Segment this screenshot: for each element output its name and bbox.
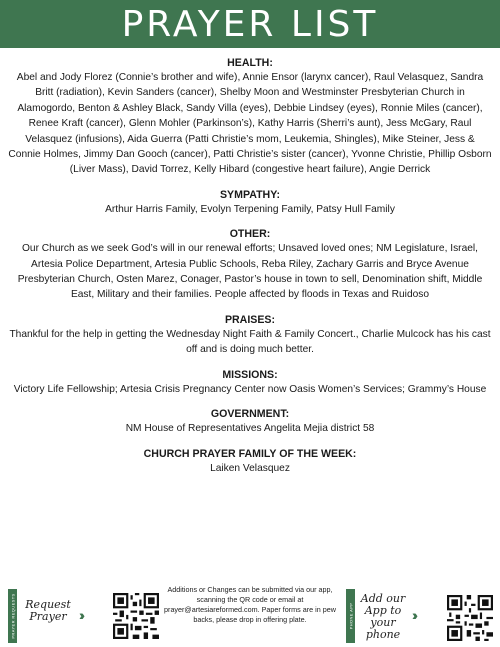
app-download-qr-code[interactable] [447,595,493,641]
phone-app-strip [346,589,355,643]
section-heading-missions: MISSIONS: [222,368,278,381]
prayer-requests-strip-label: PRAYER REQUESTS [10,593,15,639]
section-health [8,56,492,178]
page-title: PRAYER LIST [121,3,379,45]
section-heading-health: HEALTH: [227,57,273,69]
section-other [8,227,492,303]
prayer-requests-strip [8,589,17,643]
section-heading-sympathy: SYMPATHY: [219,188,281,201]
section-government [8,407,492,436]
section-sympathy [8,188,492,217]
section-body-other: Our Church as we seek God’s will in our renewal efforts; Unsaved loved ones; NM Legislature, Israel, Artesia Police Department, Artesia Public Schools, Reba Riley, Zachary Garris and Bryce Avenue Presbyterian Church, Osten Marez, Conager, Pastor’s house in town to sell, Denomination shift, Middle East, Military and their families. People affected by floods in Texas and Ruidoso [17,243,483,301]
request-prayer-script: Request Prayer [25,598,71,623]
section-heading-praises: PRAISES: [224,313,276,326]
section-body-praises: Thankful for the help in getting the Wednesday Night Faith & Family Concert., Charlie Mulcock has his cast off and is doing much better. [9,328,491,356]
section-body-health: Abel and Jody Florez (Connie’s brother and wife), Annie Ensor (larynx cancer), Raul Velasquez, Sandra Britt (radiation), Kevin Sanders (cancer), Shelby Moon and Westminster Presbyterian Church in Alamogordo, Benton & Ashley Black, Sandy Villa (eyes), Debbie Lindsey (eyes), Ronnie Miles (cancer), Renee Kraft (cancer), Glenn Mohler (Parkinson’s), Kathy Harris (Sherri’s aunt), Jess McGary, Raul Velasquez (infusions), Aida Guerra (Patti Christie’s mom, Leukemia, Shingles), Mike Steiner, Jess & Connie Holmes, Jimmy Dan Gooch (cancer), Patti Christie’s sister (cancer), Yvonne Christie, Phillip Osborn (Liver Mass), David Torrez, Kelly Hibard (congestive heart failure), Angie Derrick [8,72,492,176]
section-body-government: NM House of Representatives Angelita Mejia district 58 [125,423,375,435]
prayer-request-qr-code[interactable] [113,593,159,639]
section-heading-government: GOVERNMENT: [210,408,290,421]
footer [0,585,500,647]
section-praises [8,313,492,358]
arrow-right-icon: ››› [79,607,81,623]
section-heading-family: CHURCH PRAYER FAMILY OF THE WEEK: [143,447,357,460]
section-family [8,447,492,476]
section-heading-other: OTHER: [229,228,271,241]
arrow-right-icon: ››› [412,607,414,623]
prayer-list-content [8,56,492,486]
title-banner [0,0,500,48]
section-body-sympathy: Arthur Harris Family, Evolyn Terpening Family, Patsy Hull Family [105,203,395,215]
section-missions [8,368,492,397]
phone-app-strip-label: PHONE APP [348,602,353,630]
section-body-missions: Victory Life Fellowship; Artesia Crisis Pregnancy Center now Oasis Women’s Services; Grammy’s House [13,383,487,395]
submission-note: Additions or Changes can be submitted via our app, scanning the QR code or email at prayer@artesiareformed.com. Paper forms are in pew backs, please drop in offering plate. [164,585,336,624]
add-app-script: Add our App to your phone [360,592,406,641]
section-body-family: Laiken Velasquez [210,462,290,474]
